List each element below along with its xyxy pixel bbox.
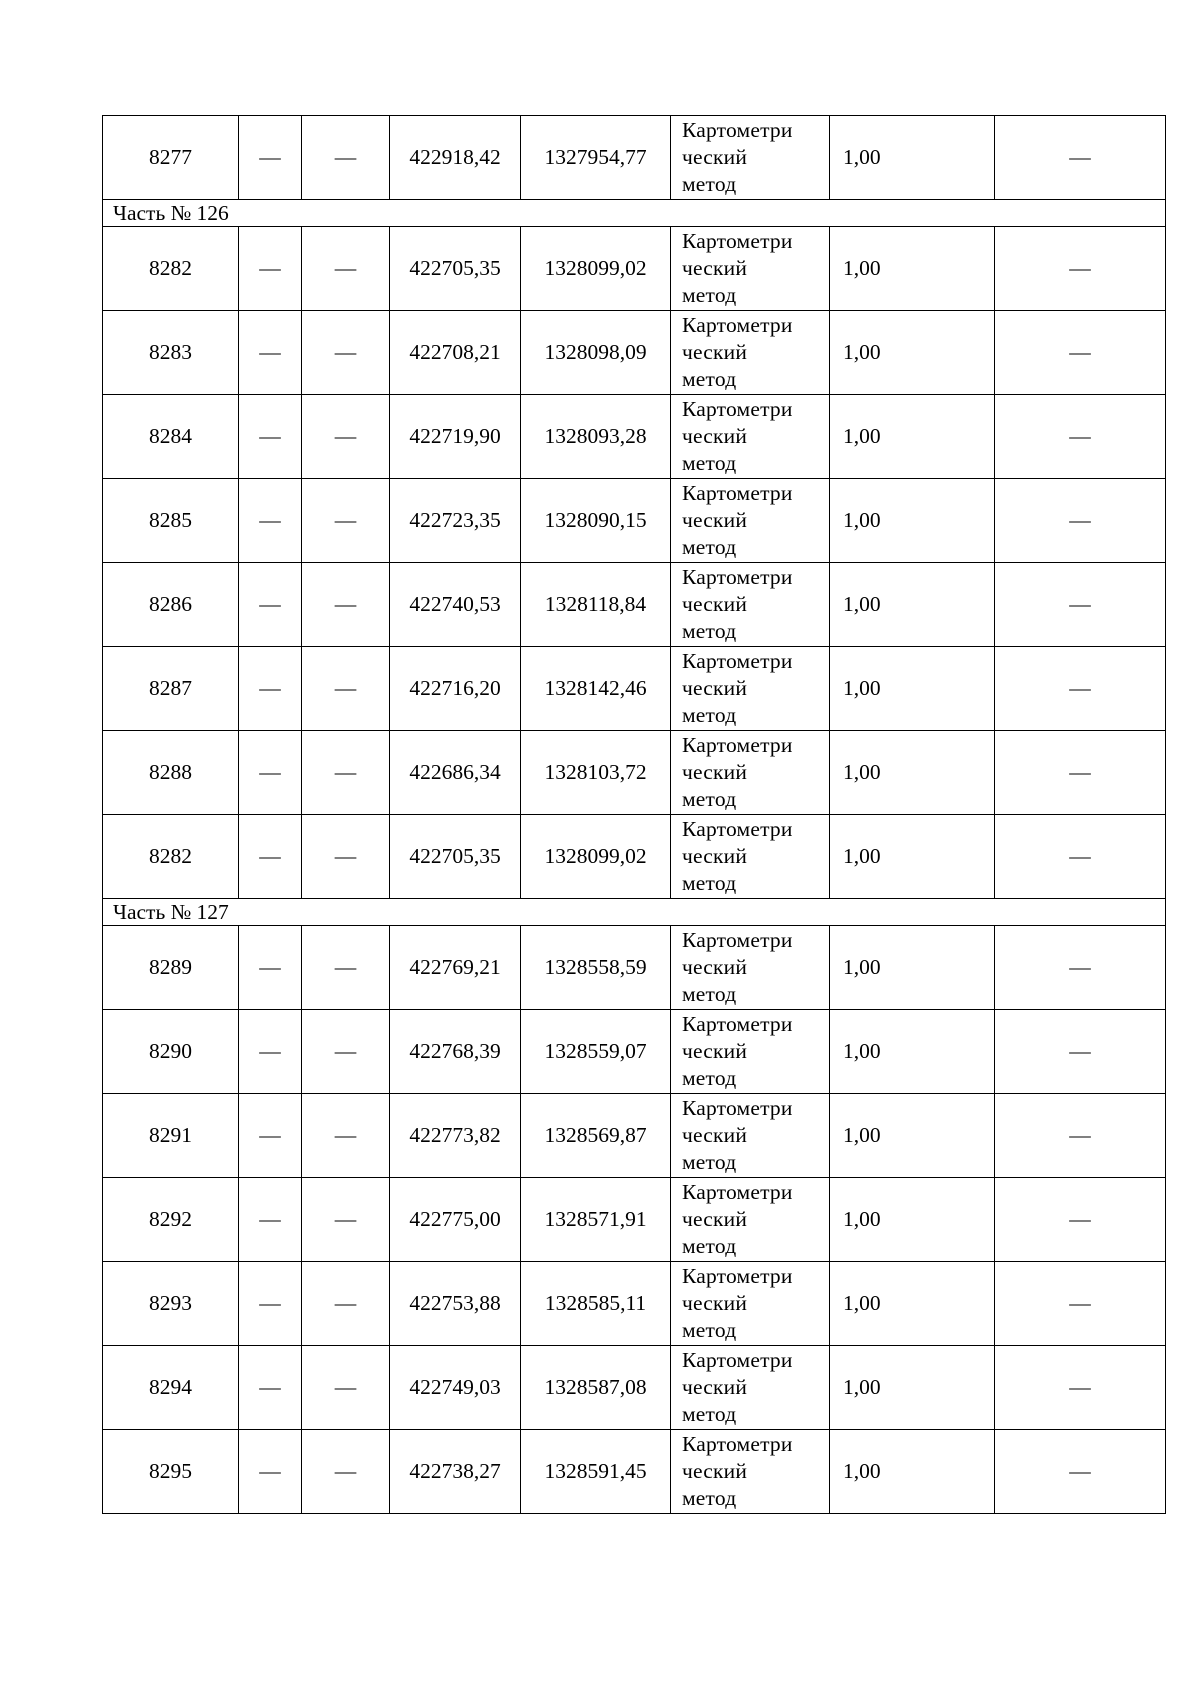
method-text-line: Картометри xyxy=(682,928,793,952)
point-number-cell: 8289 xyxy=(103,926,239,1010)
table-row xyxy=(103,1430,1166,1514)
old-y-cell: — xyxy=(302,731,390,815)
x-coordinate-cell: 422686,34 xyxy=(390,731,521,815)
y-coordinate-cell: 1328099,02 xyxy=(521,227,671,311)
method-text-line: метод xyxy=(682,619,737,643)
method-text-line: ческий xyxy=(682,1123,748,1147)
method-cell xyxy=(671,1010,830,1094)
method-cell xyxy=(671,479,830,563)
method-cell xyxy=(671,116,830,200)
accuracy-cell: 1,00 xyxy=(830,311,995,395)
description-cell: — xyxy=(995,1094,1166,1178)
description-cell: — xyxy=(995,1262,1166,1346)
x-coordinate-cell: 422775,00 xyxy=(390,1178,521,1262)
accuracy-cell: 1,00 xyxy=(830,479,995,563)
point-number-cell: 8282 xyxy=(103,815,239,899)
old-y-cell: — xyxy=(302,926,390,1010)
accuracy-cell: 1,00 xyxy=(830,1430,995,1514)
point-number-cell: 8282 xyxy=(103,227,239,311)
y-coordinate-cell: 1328142,46 xyxy=(521,647,671,731)
description-cell: — xyxy=(995,116,1166,200)
method-text-line: метод xyxy=(682,1150,737,1174)
y-coordinate-cell: 1328591,45 xyxy=(521,1430,671,1514)
x-coordinate-cell: 422753,88 xyxy=(390,1262,521,1346)
method-cell xyxy=(671,815,830,899)
method-text-line: метод xyxy=(682,871,737,895)
point-number-cell: 8283 xyxy=(103,311,239,395)
y-coordinate-cell: 1328559,07 xyxy=(521,1010,671,1094)
method-text-line: ческий xyxy=(682,508,748,532)
y-coordinate-cell: 1328571,91 xyxy=(521,1178,671,1262)
method-text-line: Картометри xyxy=(682,481,793,505)
method-text-line: ческий xyxy=(682,1375,748,1399)
accuracy-cell: 1,00 xyxy=(830,926,995,1010)
point-number-cell: 8287 xyxy=(103,647,239,731)
table-row xyxy=(103,1010,1166,1094)
y-coordinate-cell: 1328585,11 xyxy=(521,1262,671,1346)
method-cell xyxy=(671,1262,830,1346)
y-coordinate-cell: 1328103,72 xyxy=(521,731,671,815)
table-row xyxy=(103,227,1166,311)
method-text-line: метод xyxy=(682,787,737,811)
part-label: Часть № 127 xyxy=(103,899,1166,926)
description-cell: — xyxy=(995,479,1166,563)
method-text-line: ческий xyxy=(682,676,748,700)
method-text-line: ческий xyxy=(682,592,748,616)
accuracy-cell: 1,00 xyxy=(830,1178,995,1262)
point-number-cell: 8295 xyxy=(103,1430,239,1514)
method-text-line: метод xyxy=(682,535,737,559)
part-header-row xyxy=(103,899,1166,926)
accuracy-cell: 1,00 xyxy=(830,647,995,731)
method-text-line: ческий xyxy=(682,955,748,979)
old-x-cell: — xyxy=(239,1010,302,1094)
method-text-line: Картометри xyxy=(682,1096,793,1120)
x-coordinate-cell: 422918,42 xyxy=(390,116,521,200)
description-cell: — xyxy=(995,1178,1166,1262)
point-number-cell: 8292 xyxy=(103,1178,239,1262)
accuracy-cell: 1,00 xyxy=(830,731,995,815)
accuracy-cell: 1,00 xyxy=(830,815,995,899)
old-y-cell: — xyxy=(302,1094,390,1178)
method-text-line: ческий xyxy=(682,340,748,364)
table-row xyxy=(103,311,1166,395)
part-label: Часть № 126 xyxy=(103,200,1166,227)
method-text-line: Картометри xyxy=(682,565,793,589)
old-x-cell: — xyxy=(239,731,302,815)
y-coordinate-cell: 1328569,87 xyxy=(521,1094,671,1178)
table-row xyxy=(103,116,1166,200)
old-x-cell: — xyxy=(239,395,302,479)
method-text-line: метод xyxy=(682,1402,737,1426)
point-number-cell: 8291 xyxy=(103,1094,239,1178)
old-y-cell: — xyxy=(302,563,390,647)
old-x-cell: — xyxy=(239,647,302,731)
y-coordinate-cell: 1328118,84 xyxy=(521,563,671,647)
y-coordinate-cell: 1328099,02 xyxy=(521,815,671,899)
method-text-line: метод xyxy=(682,1486,737,1510)
table-row xyxy=(103,647,1166,731)
method-text-line: Картометри xyxy=(682,313,793,337)
old-x-cell: — xyxy=(239,1346,302,1430)
accuracy-cell: 1,00 xyxy=(830,1262,995,1346)
accuracy-cell: 1,00 xyxy=(830,116,995,200)
method-text-line: ческий xyxy=(682,256,748,280)
accuracy-cell: 1,00 xyxy=(830,1094,995,1178)
old-y-cell: — xyxy=(302,1262,390,1346)
description-cell: — xyxy=(995,395,1166,479)
table-row xyxy=(103,926,1166,1010)
old-y-cell: — xyxy=(302,116,390,200)
method-cell xyxy=(671,1430,830,1514)
method-text-line: Картометри xyxy=(682,649,793,673)
x-coordinate-cell: 422773,82 xyxy=(390,1094,521,1178)
method-cell xyxy=(671,647,830,731)
method-text-line: метод xyxy=(682,703,737,727)
method-cell xyxy=(671,563,830,647)
description-cell: — xyxy=(995,563,1166,647)
method-cell xyxy=(671,1346,830,1430)
old-x-cell: — xyxy=(239,116,302,200)
old-y-cell: — xyxy=(302,1010,390,1094)
x-coordinate-cell: 422705,35 xyxy=(390,227,521,311)
method-text-line: метод xyxy=(682,451,737,475)
method-cell xyxy=(671,1094,830,1178)
x-coordinate-cell: 422749,03 xyxy=(390,1346,521,1430)
table-row xyxy=(103,563,1166,647)
y-coordinate-cell: 1327954,77 xyxy=(521,116,671,200)
method-text-line: Картометри xyxy=(682,118,793,142)
table-row xyxy=(103,1262,1166,1346)
old-x-cell: — xyxy=(239,1430,302,1514)
y-coordinate-cell: 1328090,15 xyxy=(521,479,671,563)
description-cell: — xyxy=(995,647,1166,731)
x-coordinate-cell: 422769,21 xyxy=(390,926,521,1010)
old-y-cell: — xyxy=(302,1430,390,1514)
old-y-cell: — xyxy=(302,479,390,563)
old-x-cell: — xyxy=(239,563,302,647)
method-text-line: метод xyxy=(682,1234,737,1258)
method-text-line: метод xyxy=(682,367,737,391)
point-number-cell: 8285 xyxy=(103,479,239,563)
description-cell: — xyxy=(995,227,1166,311)
old-x-cell: — xyxy=(239,311,302,395)
method-text-line: ческий xyxy=(682,145,748,169)
x-coordinate-cell: 422738,27 xyxy=(390,1430,521,1514)
method-text-line: метод xyxy=(682,1318,737,1342)
method-cell xyxy=(671,731,830,815)
part-header-row xyxy=(103,200,1166,227)
old-x-cell: — xyxy=(239,1178,302,1262)
y-coordinate-cell: 1328558,59 xyxy=(521,926,671,1010)
accuracy-cell: 1,00 xyxy=(830,395,995,479)
method-text-line: метод xyxy=(682,982,737,1006)
x-coordinate-cell: 422716,20 xyxy=(390,647,521,731)
method-cell xyxy=(671,311,830,395)
x-coordinate-cell: 422719,90 xyxy=(390,395,521,479)
description-cell: — xyxy=(995,731,1166,815)
old-y-cell: — xyxy=(302,647,390,731)
method-text-line: Картометри xyxy=(682,1348,793,1372)
point-number-cell: 8288 xyxy=(103,731,239,815)
description-cell: — xyxy=(995,311,1166,395)
method-cell xyxy=(671,395,830,479)
description-cell: — xyxy=(995,1430,1166,1514)
description-cell: — xyxy=(995,1010,1166,1094)
old-x-cell: — xyxy=(239,479,302,563)
y-coordinate-cell: 1328093,28 xyxy=(521,395,671,479)
old-x-cell: — xyxy=(239,815,302,899)
method-text-line: ческий xyxy=(682,844,748,868)
old-x-cell: — xyxy=(239,926,302,1010)
coordinates-table xyxy=(102,115,1166,1514)
table-row xyxy=(103,815,1166,899)
point-number-cell: 8294 xyxy=(103,1346,239,1430)
x-coordinate-cell: 422740,53 xyxy=(390,563,521,647)
old-y-cell: — xyxy=(302,395,390,479)
description-cell: — xyxy=(995,1346,1166,1430)
method-text-line: Картометри xyxy=(682,1180,793,1204)
method-cell xyxy=(671,926,830,1010)
accuracy-cell: 1,00 xyxy=(830,1010,995,1094)
point-number-cell: 8290 xyxy=(103,1010,239,1094)
table-row xyxy=(103,731,1166,815)
x-coordinate-cell: 422723,35 xyxy=(390,479,521,563)
old-y-cell: — xyxy=(302,227,390,311)
accuracy-cell: 1,00 xyxy=(830,227,995,311)
table-row xyxy=(103,1346,1166,1430)
old-x-cell: — xyxy=(239,1094,302,1178)
table-row xyxy=(103,1094,1166,1178)
method-text-line: Картометри xyxy=(682,817,793,841)
old-y-cell: — xyxy=(302,1346,390,1430)
table-row xyxy=(103,1178,1166,1262)
method-cell xyxy=(671,227,830,311)
table-row xyxy=(103,479,1166,563)
method-text-line: ческий xyxy=(682,1207,748,1231)
point-number-cell: 8277 xyxy=(103,116,239,200)
y-coordinate-cell: 1328587,08 xyxy=(521,1346,671,1430)
point-number-cell: 8284 xyxy=(103,395,239,479)
point-number-cell: 8293 xyxy=(103,1262,239,1346)
point-number-cell: 8286 xyxy=(103,563,239,647)
table-body xyxy=(103,116,1166,1514)
method-text-line: ческий xyxy=(682,760,748,784)
method-text-line: Картометри xyxy=(682,1012,793,1036)
x-coordinate-cell: 422705,35 xyxy=(390,815,521,899)
x-coordinate-cell: 422768,39 xyxy=(390,1010,521,1094)
old-x-cell: — xyxy=(239,1262,302,1346)
method-cell xyxy=(671,1178,830,1262)
old-x-cell: — xyxy=(239,227,302,311)
method-text-line: ческий xyxy=(682,1291,748,1315)
method-text-line: ческий xyxy=(682,1459,748,1483)
method-text-line: метод xyxy=(682,1066,737,1090)
description-cell: — xyxy=(995,815,1166,899)
method-text-line: Картометри xyxy=(682,733,793,757)
accuracy-cell: 1,00 xyxy=(830,563,995,647)
y-coordinate-cell: 1328098,09 xyxy=(521,311,671,395)
method-text-line: Картометри xyxy=(682,229,793,253)
method-text-line: Картометри xyxy=(682,1264,793,1288)
accuracy-cell: 1,00 xyxy=(830,1346,995,1430)
method-text-line: Картометри xyxy=(682,1432,793,1456)
method-text-line: метод xyxy=(682,283,737,307)
method-text-line: ческий xyxy=(682,1039,748,1063)
table-row xyxy=(103,395,1166,479)
method-text-line: метод xyxy=(682,172,737,196)
method-text-line: ческий xyxy=(682,424,748,448)
old-y-cell: — xyxy=(302,311,390,395)
old-y-cell: — xyxy=(302,1178,390,1262)
old-y-cell: — xyxy=(302,815,390,899)
method-text-line: Картометри xyxy=(682,397,793,421)
x-coordinate-cell: 422708,21 xyxy=(390,311,521,395)
description-cell: — xyxy=(995,926,1166,1010)
